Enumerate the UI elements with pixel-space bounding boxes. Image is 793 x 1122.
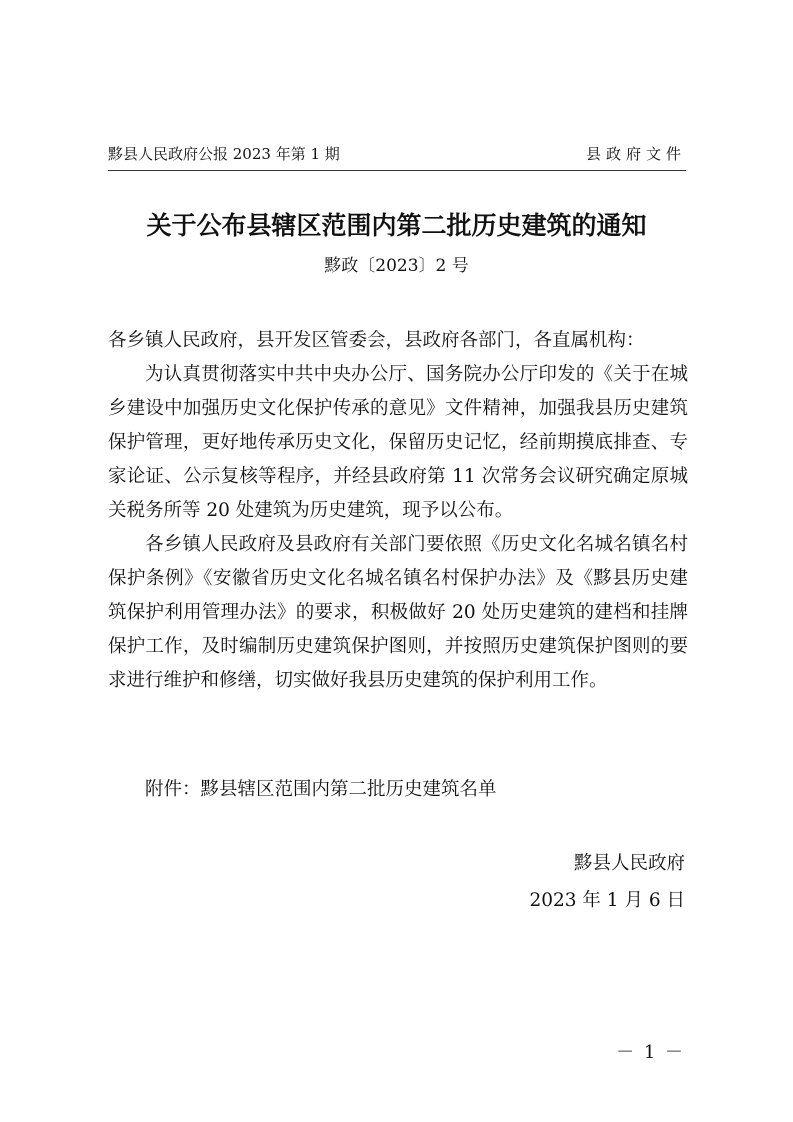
page-number: － 1 － bbox=[616, 1042, 685, 1063]
header-divider bbox=[108, 170, 686, 171]
section-label: 县政府文件 bbox=[585, 145, 686, 163]
salutation: 各乡镇人民政府，县开发区管委会，县政府各部门，各直属机构： bbox=[108, 330, 645, 351]
document-body bbox=[108, 324, 688, 698]
issuing-authority: 黟县人民政府 bbox=[573, 853, 685, 874]
issue-date: 2023 年 1 月 6 日 bbox=[529, 890, 685, 911]
body-paragraph-2: 各乡镇人民政府及县政府有关部门要依照《历史文化名城名镇名村保护条例》《安徽省历史文化名城名镇名村保护办法》及《黟县历史建筑保护利用管理办法》的要求，积极做好 20 处历史建筑的建档和挂牌保护工作，及时编制历史建筑保护图则，并按照历史建筑保护图则的要求进行维护和修缮，切实做好我县历史建筑的保护利用工作。 bbox=[108, 534, 688, 691]
body-paragraph-1: 为认真贯彻落实中共中央办公厅、国务院办公厅印发的《关于在城乡建设中加强历史文化保护传承的意见》文件精神，加强我县历史建筑保护管理，更好地传承历史文化，保留历史记忆，经前期摸底排查、专家论证、公示复核等程序，并经县政府第 11 次常务会议研究确定原城关税务所等 20 处建筑为历史建筑，现予以公布。 bbox=[108, 364, 688, 521]
attachment-note: 附件：黟县辖区范围内第二批历史建筑名单 bbox=[145, 779, 497, 800]
document-title: 关于公布县辖区范围内第二批历史建筑的通知 bbox=[146, 211, 647, 240]
page-header bbox=[108, 141, 686, 167]
publication-title: 黟县人民政府公报 2023 年第 1 期 bbox=[108, 145, 340, 163]
document-number: 黟政〔2023〕2 号 bbox=[324, 256, 469, 276]
